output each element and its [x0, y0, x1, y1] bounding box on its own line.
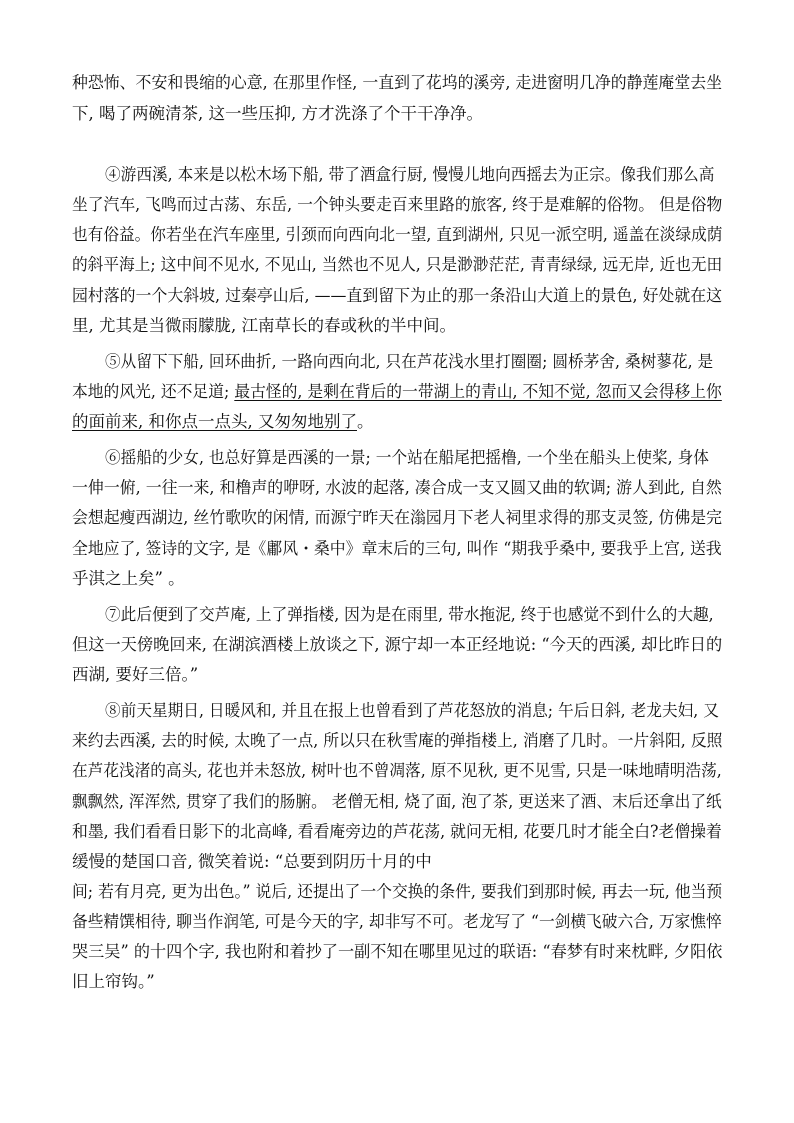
- text-line: 也有俗益。你若坐在汽车座里, 引颈而向西向北一望, 直到湖州, 只见一派空明, 遥盖在淡绿成荫: [72, 225, 723, 244]
- text-line: 乎淇之上矣” 。: [72, 569, 185, 588]
- text-line: 的斜平海上; 这中间不见水, 不见山, 当然也不见人, 只是渺渺茫茫, 青青绿绿, 远无岸, 近也无田: [72, 255, 723, 274]
- text-line: 但这一天傍晚回来, 在湖滨酒楼上放谈之下, 源宁却一本正经地说: “今天的西溪, 却比昨日的: [72, 635, 723, 654]
- underlined-text: 最古怪的, 是剩在背后的一带湖上的青山, 不知不觉, 忽而又会得移上你: [234, 382, 722, 401]
- text-line: 来约去西溪, 去的时候, 太晚了一点, 所以只在秋雪庵的弹指楼上, 消磨了几时。一片斜阳, 反照: [72, 731, 723, 750]
- text-line: 飘飘然, 浑浑然, 贯穿了我们的肠腑。 老僧无相, 烧了面, 泡了茶, 更送来了酒、末后还拿出了纸: [72, 792, 722, 811]
- paragraph-7-line: ⑦此后便到了交芦庵, 上了弹指楼, 因为是在雨里, 带水拖泥, 终于也感觉不到什么的大趣,: [105, 605, 714, 624]
- text-line: 间; 若有月亮, 更为出色。” 说后, 还提出了一个交换的条件, 要我们到那时候, 再去一玩, 他当预: [72, 882, 723, 901]
- text-line: 种恐怖、不安和畏缩的心意, 在那里作怪, 一直到了花坞的溪旁, 走进窗明几净的静莲庵堂去坐: [72, 73, 723, 92]
- text-line: 西湖, 要好三倍。”: [72, 665, 199, 684]
- paragraph-4-line: ④游西溪, 本来是以松木场下船, 带了酒盒行厨, 慢慢儿地向西摇去为正宗。像我们那么高: [105, 165, 715, 184]
- text-line: 坐了汽车, 飞鸣而过古荡、东岳, 一个钟头要走百来里路的旅客, 终于是难解的俗物。 但是俗物: [72, 195, 723, 214]
- text-line: 园村落的一个大斜坡, 过秦亭山后, ——直到留下为止的那一条沿山大道上的景色, 好处就在这: [72, 286, 723, 305]
- text-line: [72, 407, 722, 437]
- text-line: 旧上帘钩。”: [72, 972, 155, 991]
- text-line: 下, 喝了两碗清茶, 这一些压抑, 方才洗涤了个干干净净。: [72, 104, 483, 123]
- text-line: 一伸一俯, 一往一来, 和橹声的咿呀, 水波的起落, 凑合成一支又圆又曲的软调; 游人到此, 自然: [72, 478, 722, 497]
- text-line: 备些精馔相待, 聊当作润笔, 可是今天的字, 却非写不可。老龙写了 “一剑横飞破六合, 万家憔悴: [72, 912, 722, 931]
- text-run: 。: [356, 412, 374, 431]
- text-line: 会想起瘦西湖边, 丝竹歌吹的闲情, 而源宁昨天在滃园月下老人祠里求得的那支灵签, 仿佛是完: [72, 508, 723, 527]
- underlined-text: 的面前来, 和你点一点头, 又匆匆地别了: [72, 412, 357, 431]
- text-line: 缓慢的楚国口音, 微笑着说: “总要到阴历十月的中: [72, 852, 432, 871]
- text-line: [72, 377, 722, 407]
- text-line: [72, 997, 722, 1027]
- text-line: 哭三吴” 的十四个字, 我也附和着抄了一副不知在哪里见过的联语: “春梦有时来枕畔, 夕阳依: [72, 942, 723, 961]
- text-line: 在芦花浅渚的高头, 花也并未怒放, 树叶也不曾凋落, 原不见秋, 更不见雪, 只是一味地晴明浩荡,: [72, 761, 722, 780]
- paragraph-6-line: ⑥摇船的少女, 也总好算是西溪的一景; 一个站在船尾把摇橹, 一个坐在船头上使桨, 身体: [105, 448, 709, 467]
- text-line: 全地应了, 签诗的文字, 是《鄘风・桑中》章末后的三句, 叫作 “期我乎桑中, 要我乎上宫, 送我: [72, 539, 722, 558]
- text-line: 和墨, 我们看看日影下的北高峰, 看看庵旁边的芦花荡, 就问无相, 花要几时才能全白?老僧操着: [72, 822, 722, 841]
- paragraph-8-line: ⑧前天星期日, 日暖风和, 并且在报上也曾看到了芦花怒放的消息; 午后日斜, 老龙夫妇, 又: [105, 701, 719, 720]
- paragraph-5-line: ⑤从留下下船, 回环曲折, 一路向西向北, 只在芦花浅水里打圈圈; 圆桥茅舍, 桑树蓼花, 是: [105, 352, 714, 371]
- text-line: 里, 尤其是当微雨朦胧, 江南草长的春或秋的半中间。: [72, 316, 456, 335]
- text-run: 本地的风光, 还不足道;: [72, 382, 235, 401]
